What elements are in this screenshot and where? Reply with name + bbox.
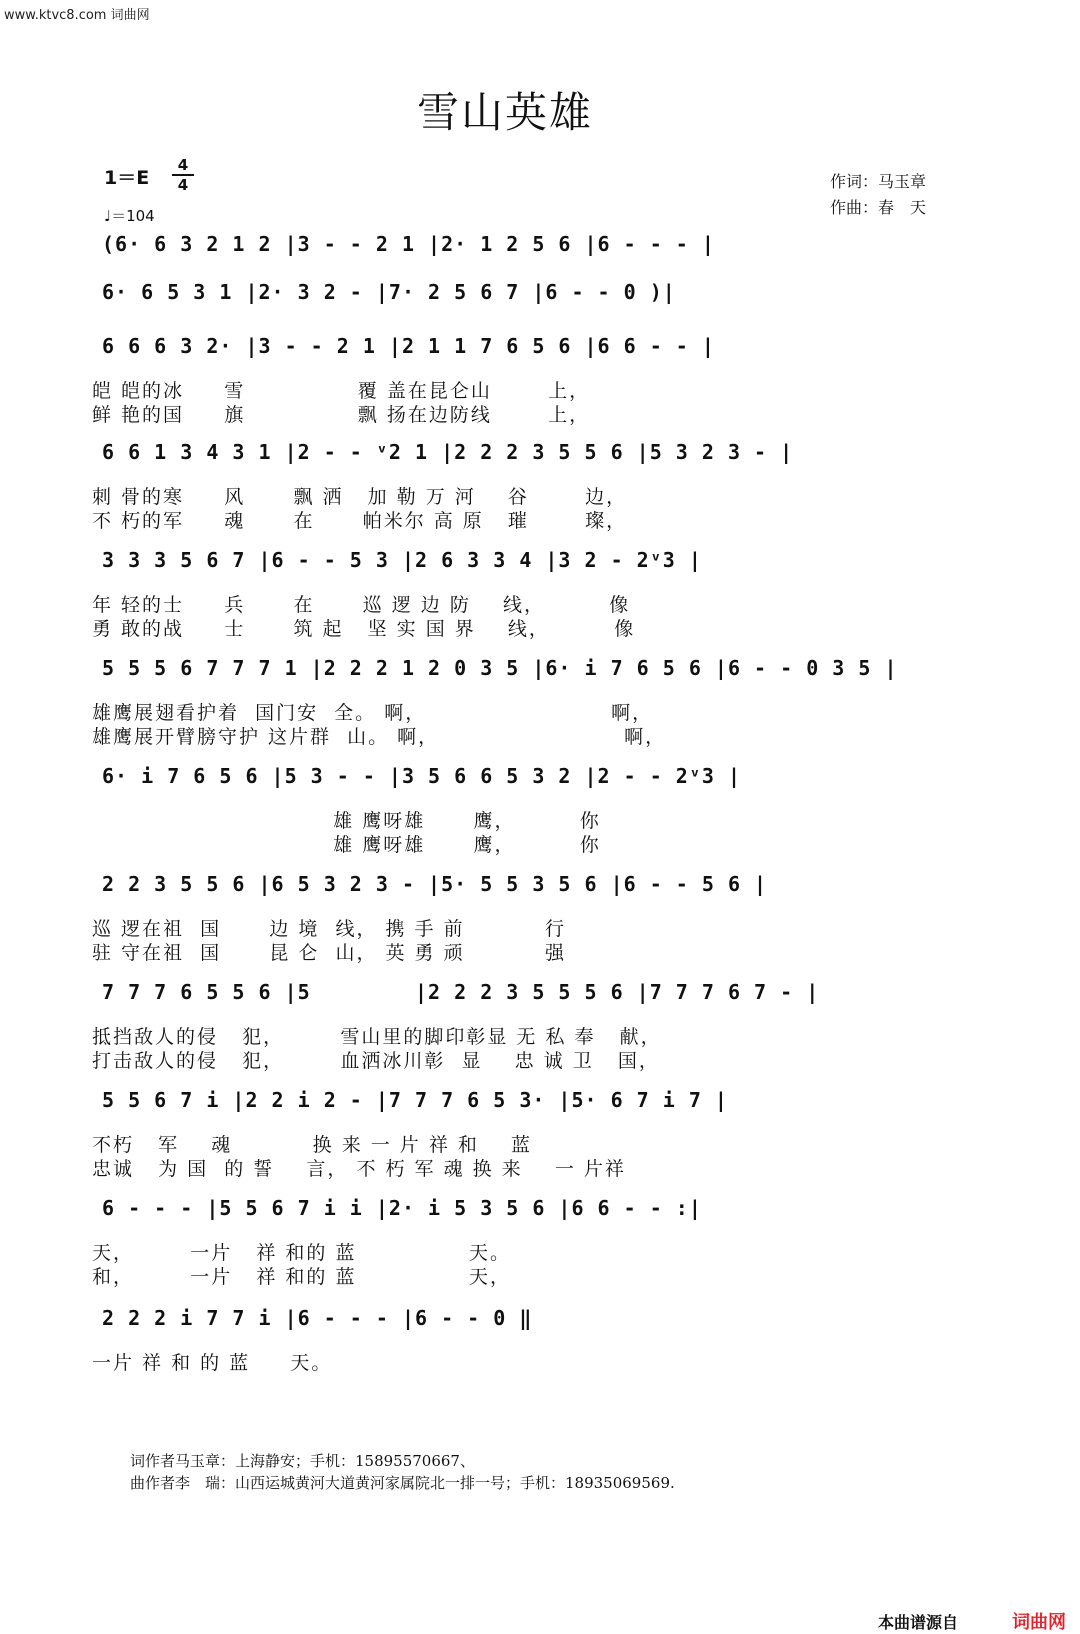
lyric-line: 打击敌人的侵 犯， 血洒冰川彰 显 忠 诚 卫 国， (92, 1050, 660, 1072)
credits (830, 169, 926, 221)
lyric-line: 不 朽的军 魂 在 帕米尔 高 原 璀 璨， (92, 510, 628, 532)
notation-line: 6 - - - |5 5 6 7 i i |2· i 5 3 5 6 |6 6 - - :| (102, 1196, 702, 1220)
lyric-line: 雄鹰展开臂膀守护 这片群 山。 啊， 啊， (92, 726, 667, 748)
lyric-line: 一片 祥 和 的 蓝 天。 (92, 1352, 333, 1374)
notation-line: 5 5 6 7 i |2 2 i 2 - |7 7 7 6 5 3· |5· 6 7 i 7 | (102, 1088, 728, 1112)
staff-system (92, 326, 952, 370)
lyric-line: 不朽 军 魂 换 来 一 片 祥 和 蓝 (92, 1134, 533, 1156)
notation-line: 2 2 3 5 5 6 |6 5 3 2 3 - |5· 5 5 3 5 6 |6 - - 5 6 | (102, 872, 768, 896)
site-watermark: www.ktvc8.com 词曲网 (4, 8, 150, 23)
lyricist: 作词：马玉章 (830, 172, 927, 191)
lyric-line: 雄鹰展翅看护着 国门安 全。 啊， 啊， (92, 702, 654, 724)
lyric-line: 刺 骨的寒 风 飘 洒 加 勒 万 河 谷 边， (92, 486, 628, 508)
staff-system (92, 864, 952, 908)
notation-line: 2 2 2 i 7 7 i |6 - - - |6 - - 0 ‖ (102, 1306, 533, 1330)
footer-contacts (130, 1450, 675, 1494)
notation-line: 6 6 1 3 4 3 1 |2 - - ᵛ2 1 |2 2 2 3 5 5 6 |5 3 2 3 - | (102, 440, 794, 464)
lyric-line: 勇 敢的战 士 筑 起 坚 实 国 界 线， 像 (92, 618, 636, 640)
source-note: 本曲谱源自 (878, 1613, 959, 1632)
lyric-line: 天， 一片 祥 和的 蓝 天。 (92, 1242, 512, 1264)
notation-line: 7 7 7 6 5 5 6 |5 |2 2 2 3 5 5 5 6 |7 7 7 6 7 - | (102, 980, 820, 1004)
lyric-line: 抵挡敌人的侵 犯， 雪山里的脚印彰显 无 私 奉 献， (92, 1026, 662, 1048)
brand-logo: 词曲网 (1012, 1612, 1066, 1633)
lyric-line: 忠诚 为 国 的 誓 言， 不 朽 军 魂 换 来 一 片祥 (92, 1158, 626, 1180)
notation-line: 6 6 6 3 2· |3 - - 2 1 |2 1 1 7 6 5 6 |6 6 - - | (102, 334, 715, 358)
staff-system (92, 1188, 952, 1232)
staff-system (92, 224, 952, 268)
staff-system (92, 540, 952, 584)
notation-line: 5 5 5 6 7 7 7 1 |2 2 2 1 2 0 3 5 |6· i 7 6 5 6 |6 - - 0 3 5 | (102, 656, 898, 680)
key-signature: 1＝E (104, 167, 150, 189)
time-sig-top: 4 (177, 156, 189, 174)
lyric-line: 年 轻的士 兵 在 巡 逻 边 防 线， 像 (92, 594, 631, 616)
staff-system (92, 432, 952, 476)
notation-line: 3 3 3 5 6 7 |6 - - 5 3 |2 6 3 3 4 |3 2 - 2ᵛ3 | (102, 548, 702, 572)
composer: 作曲：春 天 (830, 198, 927, 217)
notation-line: 6· i 7 6 5 6 |5 3 - - |3 5 6 6 5 3 2 |2 - - 2ᵛ3 | (102, 764, 742, 788)
lyric-line: 雄 鹰呀雄 鹰， 你 (92, 834, 601, 856)
staff-system (92, 648, 952, 692)
lyric-line: 和， 一片 祥 和的 蓝 天， (92, 1266, 512, 1288)
tempo-marking: ♩＝104 (104, 207, 155, 225)
lyric-line: 鲜 艳的国 旗 飘 扬在边防线 上， (92, 404, 591, 426)
staff-system (92, 1080, 952, 1124)
staff-system (92, 272, 952, 316)
song-title: 雪山英雄 (416, 88, 593, 137)
lyric-line: 驻 守在祖 国 昆 仑 山， 英 勇 顽 强 (92, 942, 566, 964)
lyric-line: 巡 逻在祖 国 边 境 线， 携 手 前 行 (92, 918, 566, 940)
notation-line: (6· 6 3 2 1 2 |3 - - 2 1 |2· 1 2 5 6 |6 - - - | (102, 232, 715, 256)
lyric-line: 雄 鹰呀雄 鹰， 你 (92, 810, 601, 832)
staff-system (92, 972, 952, 1016)
time-sig-bottom: 4 (177, 176, 189, 194)
lyricist-contact: 词作者马玉章：上海静安；手机：15895570667、 (130, 1452, 475, 1470)
time-signature (172, 157, 194, 193)
lyric-line: 皑 皑的冰 雪 覆 盖在昆仑山 上， (92, 380, 591, 402)
composer-contact: 曲作者李 瑞：山西运城黄河大道黄河家属院北一排一号；手机：18935069569. (130, 1474, 675, 1492)
staff-system (92, 756, 952, 800)
notation-line: 6· 6 5 3 1 |2· 3 2 - |7· 2 5 6 7 |6 - - 0 )| (102, 280, 676, 304)
staff-system (92, 1298, 952, 1342)
